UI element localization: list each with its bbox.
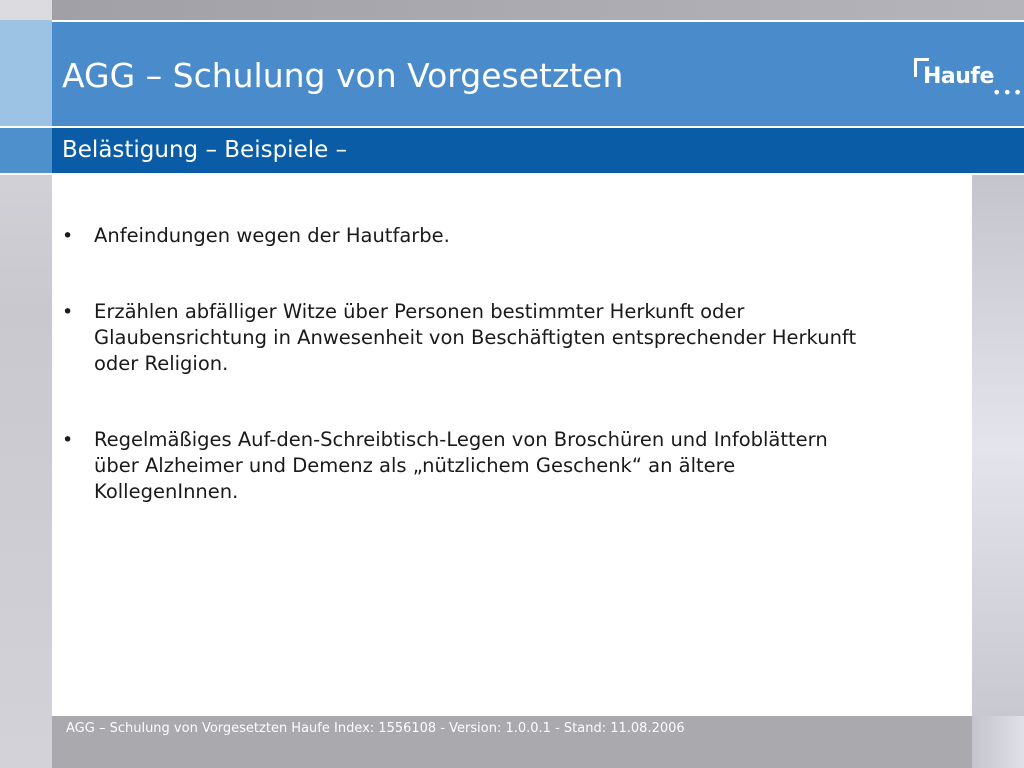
bullet-icon: • [62, 301, 74, 323]
bullet-item [52, 223, 952, 249]
bullet-item [52, 299, 952, 377]
top-strip [52, 0, 1024, 20]
slide-content [52, 175, 972, 716]
bullet-icon: • [62, 225, 74, 247]
bullet-line: Anfeindungen wegen der Hautfarbe. [94, 224, 450, 247]
slide-header [52, 20, 1024, 126]
subheader-accent [0, 128, 52, 173]
bullet-line: Glaubensrichtung in Anwesenheit von Beschäftigten entsprechender Herkunft [94, 326, 857, 349]
bullet-icon: • [62, 429, 74, 451]
header-accent [0, 20, 52, 126]
bullet-list [52, 223, 952, 555]
logo-text: Haufe [923, 64, 994, 89]
slide-subtitle: Belästigung – Beispiele – [62, 137, 348, 163]
bullet-line: oder Religion. [94, 352, 229, 375]
bullet-line: Regelmäßiges Auf-den-Schreibtisch-Legen von Broschüren und Infoblättern [94, 428, 828, 451]
bullet-line: KollegenInnen. [94, 480, 239, 503]
bullet-item [52, 427, 952, 505]
slide-subheader [52, 128, 1024, 173]
haufe-logo [914, 58, 1024, 106]
slide-footer: AGG – Schulung von Vorgesetzten Haufe Index: 1556108 - Version: 1.0.0.1 - Stand: 11.08.2006 [66, 721, 685, 736]
right-frame [972, 175, 1024, 716]
slide-title: AGG – Schulung von Vorgesetzten [62, 56, 624, 95]
logo-dots-icon: ••• [992, 83, 1024, 102]
bullet-line: über Alzheimer und Demenz als „nützlichem Geschenk“ an ältere [94, 454, 736, 477]
bullet-line: Erzählen abfälliger Witze über Personen bestimmter Herkunft oder [94, 300, 745, 323]
